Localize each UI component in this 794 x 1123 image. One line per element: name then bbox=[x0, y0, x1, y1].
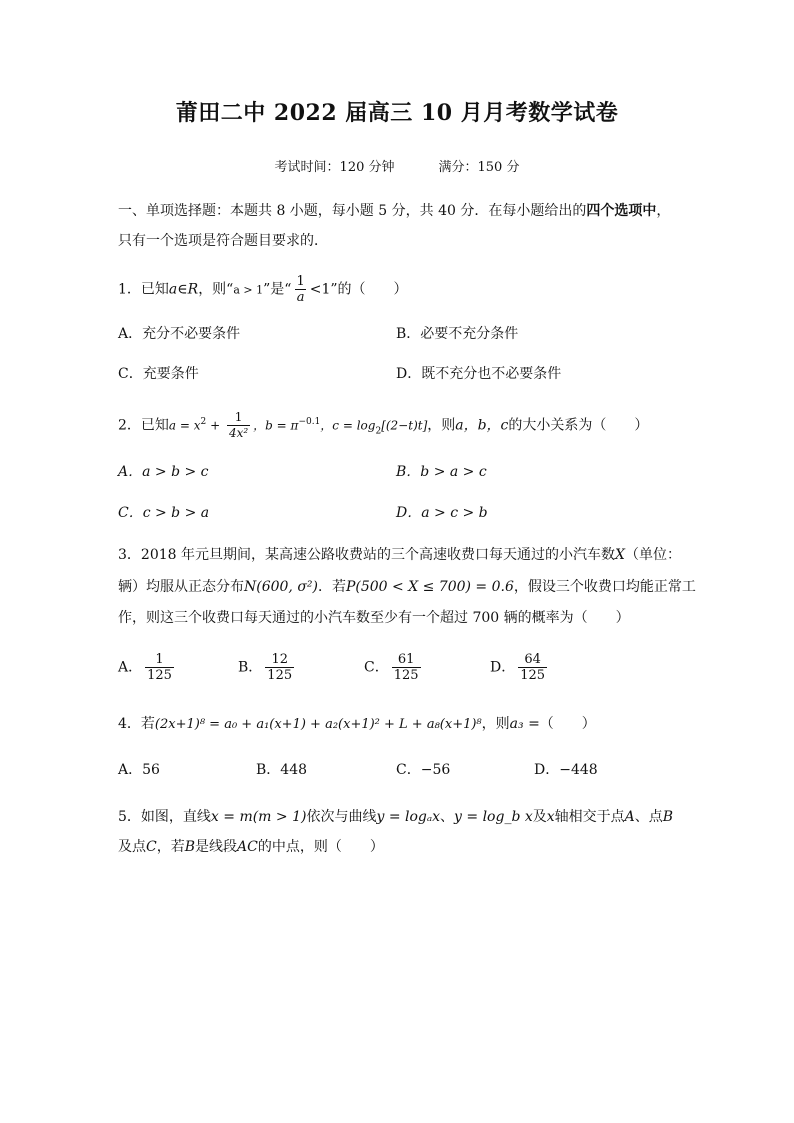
q2-math: + bbox=[206, 418, 224, 433]
q5-text: 依次与曲线 bbox=[306, 809, 377, 825]
q1-text: <1”的（ ） bbox=[309, 281, 408, 298]
q5-text: 、点 bbox=[634, 809, 663, 825]
q3-text: ，假设三个收费口均能正常工 bbox=[513, 579, 696, 595]
q5-math: C bbox=[146, 839, 157, 855]
q2-text: ，则 bbox=[427, 417, 456, 434]
q3-text: （单位： bbox=[624, 547, 681, 563]
q1-fraction bbox=[294, 274, 306, 305]
q5-text: 是线段 bbox=[195, 839, 238, 855]
q5-text: 轴相交于点 bbox=[554, 809, 625, 825]
q2-math: ，b = π bbox=[253, 418, 299, 433]
question-3-line-1 bbox=[118, 545, 681, 565]
frac-den: 125 bbox=[147, 668, 172, 683]
q5-text: 、 bbox=[440, 809, 455, 825]
q2-text: 2．已知 bbox=[118, 417, 169, 434]
q3-a-fraction bbox=[145, 652, 174, 683]
q2-exponent: 2 bbox=[200, 416, 207, 427]
q5-math: B bbox=[662, 809, 674, 825]
q3-option-label: A． bbox=[118, 659, 143, 676]
q1-option-c[interactable]: C．充要条件 bbox=[118, 366, 199, 382]
question-2-stem bbox=[118, 410, 648, 441]
q2-fraction bbox=[227, 410, 250, 441]
q5-math: AC bbox=[237, 839, 258, 855]
q3-option-label: B． bbox=[238, 659, 263, 676]
q5-math: y = logₐx bbox=[376, 809, 441, 825]
q5-math: x = m(m > 1) bbox=[210, 809, 307, 825]
q3-option-a[interactable] bbox=[118, 652, 177, 683]
q3-c-fraction bbox=[392, 652, 421, 683]
question-5-stem bbox=[118, 802, 678, 862]
q5-text: 5．如图，直线 bbox=[118, 809, 211, 825]
page-title: 莆田二中 2022 届高三 10 月月考数学试卷 bbox=[175, 100, 619, 126]
q2-math: a，b，c bbox=[455, 417, 509, 434]
q2-subscript: 2 bbox=[375, 426, 382, 437]
q3-math: N(600, σ²) bbox=[244, 579, 318, 595]
q3-text: 辆）均服从正态分布 bbox=[118, 579, 244, 595]
q2-frac-den: 4x² bbox=[228, 426, 249, 440]
q4-option-d[interactable]: D．−448 bbox=[534, 762, 598, 778]
q2-math: a = x bbox=[168, 418, 201, 433]
q4-option-c[interactable]: C．−56 bbox=[396, 762, 451, 778]
q1-option-b[interactable]: B．必要不充分条件 bbox=[396, 326, 519, 342]
q3-math: X bbox=[614, 547, 625, 563]
q4-text: ，则 bbox=[481, 716, 510, 732]
frac-num: 61 bbox=[397, 652, 415, 667]
q3-option-b[interactable] bbox=[238, 652, 297, 683]
q4-text: 4．若 bbox=[118, 716, 155, 732]
q2-option-a[interactable]: A．a > b > c bbox=[118, 464, 209, 480]
q4-option-b[interactable]: B．448 bbox=[256, 762, 308, 778]
q1-option-d[interactable]: D．既不充分也不必要条件 bbox=[396, 366, 562, 382]
q5-text: 及点 bbox=[118, 839, 146, 855]
q3-option-label: C． bbox=[364, 659, 389, 676]
section-heading-emphasis: 四个选项中 bbox=[586, 203, 657, 219]
q3-math: P(500 < X ≤ 700) = 0.6 bbox=[345, 579, 514, 595]
q4-math: a₃ = bbox=[509, 716, 540, 732]
q5-math: x bbox=[546, 809, 555, 825]
section-heading bbox=[118, 196, 678, 256]
section-heading-text-end: ，只有一个选项是符合题目要求的． bbox=[118, 203, 671, 249]
q3-option-c[interactable] bbox=[364, 652, 424, 683]
q4-option-a[interactable]: A．56 bbox=[118, 762, 160, 778]
q2-math: ，c = log bbox=[320, 418, 376, 433]
frac-num: 1 bbox=[155, 652, 164, 667]
q2-text: 的大小关系为（ ） bbox=[508, 417, 649, 434]
frac-den: 125 bbox=[520, 668, 546, 683]
q5-math: B bbox=[184, 839, 196, 855]
section-heading-text: 一、单项选择题：本题共 8 小题，每小题 5 分，共 40 分．在每小题给出的 bbox=[118, 203, 587, 219]
q2-option-d[interactable]: D．a > c > b bbox=[396, 505, 488, 521]
q5-text: 及 bbox=[532, 809, 547, 825]
q5-text: 的中点，则（ ） bbox=[257, 839, 384, 855]
q1-text: ”是“ bbox=[263, 281, 292, 298]
q2-option-b[interactable]: B．b > a > c bbox=[396, 464, 487, 480]
q3-option-label: D． bbox=[490, 659, 516, 676]
q5-text: ，若 bbox=[156, 839, 185, 855]
q2-exponent: −0.1 bbox=[298, 416, 321, 427]
q2-math: [(2−t)t] bbox=[381, 418, 428, 433]
q4-text: （ ） bbox=[539, 716, 596, 732]
q3-option-d[interactable] bbox=[490, 652, 550, 683]
q5-math: y = log_b x bbox=[454, 809, 533, 825]
question-3-line-3: 作，则这三个收费口每天通过的小汽车数至少有一个超过 700 辆的概率为（ ） bbox=[118, 610, 630, 626]
question-3-line-2 bbox=[118, 577, 696, 597]
frac-den: 125 bbox=[393, 668, 419, 683]
q3-text: ．若 bbox=[317, 579, 346, 595]
exam-time: 考试时间：120 分钟 bbox=[274, 160, 395, 175]
q2-option-c[interactable]: C．c > b > a bbox=[118, 505, 210, 521]
q1-text: 1．已知 bbox=[118, 281, 169, 298]
q2-frac-num: 1 bbox=[234, 410, 243, 424]
exam-info bbox=[0, 156, 794, 175]
q1-frac-den: a bbox=[296, 290, 305, 305]
q3-text: 3．2018 年元旦期间，某高速公路收费站的三个高速收费口每天通过的小汽车数 bbox=[118, 547, 615, 563]
q1-frac-num: 1 bbox=[296, 274, 305, 289]
q1-math: a > 1 bbox=[233, 283, 264, 297]
q1-option-a[interactable]: A．充分不必要条件 bbox=[118, 326, 241, 342]
q5-math: A bbox=[624, 809, 635, 825]
q3-b-fraction bbox=[265, 652, 294, 683]
frac-den: 125 bbox=[267, 668, 293, 683]
q3-d-fraction bbox=[518, 652, 547, 683]
q1-text: ，则“ bbox=[198, 281, 234, 298]
frac-num: 12 bbox=[271, 652, 288, 667]
question-4-stem bbox=[118, 714, 596, 735]
question-1-stem bbox=[118, 274, 408, 305]
q1-math: a∈R bbox=[168, 281, 199, 298]
q4-math: (2x+1)⁸ = a₀ + a₁(x+1) + a₂(x+1)² + L + a₈(x+1)⁸ bbox=[154, 717, 482, 732]
frac-num: 64 bbox=[524, 652, 541, 667]
exam-score: 满分：150 分 bbox=[438, 160, 520, 175]
